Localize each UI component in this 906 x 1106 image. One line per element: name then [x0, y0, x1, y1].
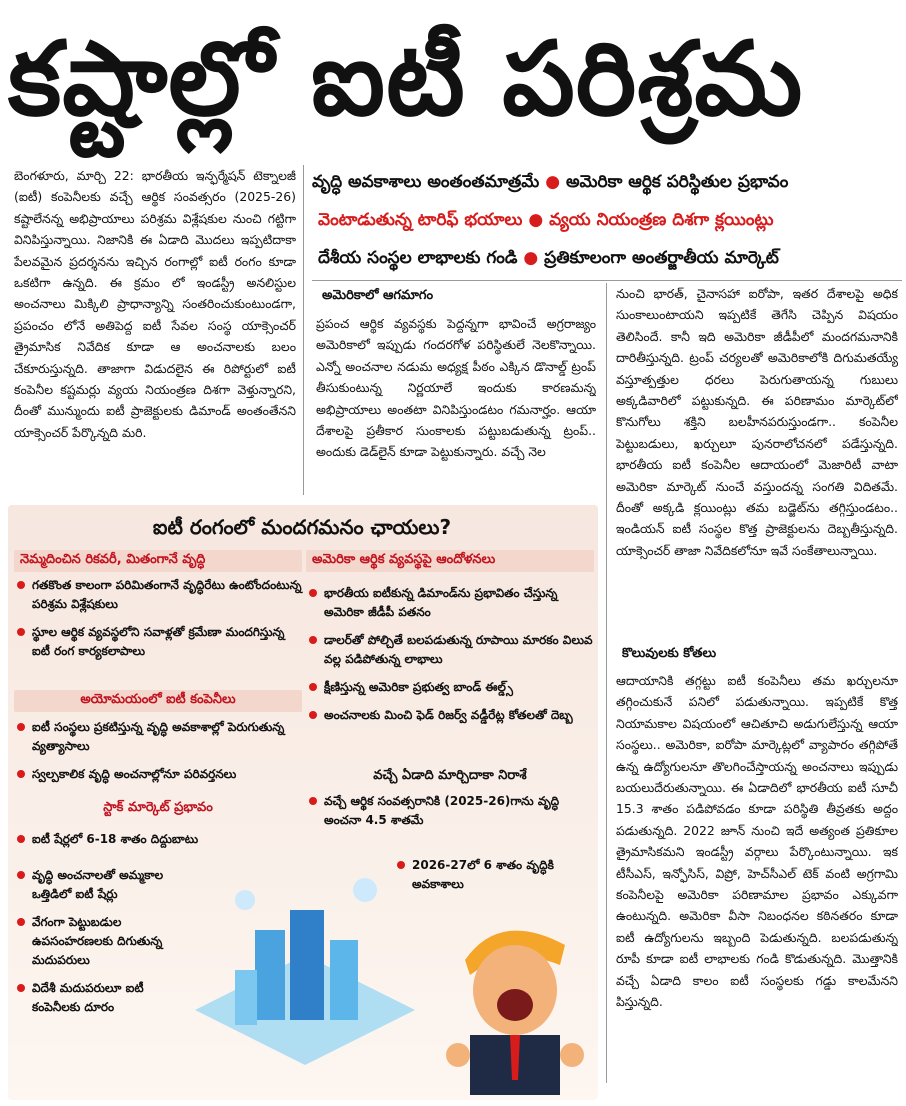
column-divider: [303, 165, 304, 495]
infobox-subhead: నెమ్మదించిన రికవరీ, మితంగానే వృద్ధి: [14, 550, 302, 572]
deck-right: అమెరికా ఆర్థిక పరిస్థితుల ప్రభావం: [565, 172, 789, 192]
subhead-layoffs: కొలువులకు కోతలు: [622, 646, 717, 661]
infobox-subhead: వచ్చే ఏడాది మార్చిదాకా నిరాశే: [373, 768, 527, 783]
headline: కష్టాల్లో ఐటీ పరిశ్రమ: [8, 20, 804, 139]
cartoon-figure-illustration: [440, 905, 590, 1095]
list-item: విదేశీ మదుపరులూ ఐటీ కంపెనీలకు దూరం: [14, 979, 174, 1017]
deck-line-1: [312, 168, 902, 196]
deck-divider: [312, 280, 902, 281]
infobox-list: [14, 576, 304, 670]
list-item: 2026-27లో 6 శాతం వృద్ధికి అవకాశాలు: [394, 856, 594, 894]
list-item: ఐటీ షేర్లలో 6-18 శాతం దిద్దుబాటు: [14, 830, 304, 849]
infobox-list: [14, 718, 304, 793]
list-item: వచ్చే ఆర్థిక సంవత్సరానికి (2025-26)గాను వృద్ధి అంచనా 4.5 శాతమే: [306, 792, 596, 830]
list-item: స్వల్పకాలిక వృద్ధి అంచనాల్లోనూ పరివర్తనలు: [14, 765, 304, 784]
list-item: ఐటీ సంస్థలు ప్రకటిస్తున్న వృద్ధి అవకాశాల్లో పెరుగుతున్న వ్యత్యాసాలు: [14, 718, 304, 756]
list-item: స్థూల ఆర్థిక వ్యవస్థలోని సవాళ్లతో క్రమేణా మందగిస్తున్న ఐటీ రంగ కార్యకలాపాలు: [14, 623, 304, 661]
list-item: వేగంగా పెట్టుబడుల ఉపసంహరణలకు దిగుతున్న మదుపరులు: [14, 913, 174, 970]
infobox-subhead: స్టాక్ మార్కెట్ ప్రభావం: [103, 800, 213, 815]
infobox-subhead: అమెరికా ఆర్థిక వ్యవస్థపై ఆందోళనలు: [306, 550, 594, 572]
continued-paragraph: నుంచి భారత్, చైనాసహా ఐరోపా, ఇతర దేశాలపై అధిక సుంకాలుంటాయని ఇప్పటికే తెగేసి చెప్పిన విషయం తెలిసిందే. కానీ ఇది అమెరికా జీడీపీలో మందగమనానికి దారితీస్తున్నది. ట్రంప్ చర్యలతో అమెరికాలోకి దిగుమతయ్యే వస్తూత్పత్తుల ధరలు పెరుగుతాయన్న గుబులు అక్కడివారిలో పట్టుకున్నది. ఈ పరిణామం మార్కెట్‌లో కొనుగోలు శక్తిని బలహీనపరుస్తుండగా.. కంపెనీల పెట్టుబడులు, ఖర్చులూ పునరాలోచనలో పడేస్తున్నది. భారతీయ ఐటీ కంపెనీల ఆదాయంలో మెజారిటీ వాటా అమెరికా మార్కెట్ నుంచే వస్తుందన్న సంగతి విదితమే. దీంతో అక్కడి క్లయింట్లు తమ బడ్జెట్‌ను తగ్గిస్తుండటం.. ఇండియన్ ఐటీ సంస్థల కొత్త ప్రాజెక్టులను దెబ్బతీస్తున్నది. యాక్సెంచర్ తాజా నివేదికలోనూ ఇవే సంకేతాలున్నాయి.: [616, 286, 898, 558]
list-item: అంచనాలకు మించి ఫెడ్ రిజర్వ్ వడ్డీరేట్ల కోతలతో దెబ్బ: [306, 706, 596, 725]
smart-city-illustration: [175, 860, 425, 1090]
infobox-list: [306, 792, 596, 839]
deck-line-3: [318, 244, 902, 272]
bullet-dot-icon: ●: [523, 248, 539, 268]
deck-left: వృద్ధి అవకాశాలు అంతంతమాత్రమే: [312, 172, 540, 192]
infobox-list: [306, 584, 596, 734]
infobox-subhead: అయోమయంలో ఐటీ కంపెనీలు: [14, 690, 302, 712]
lead-paragraph: బెంగళూరు, మార్చి 22: భారతీయ ఇన్ఫర్మేషన్ టెక్నాలజీ (ఐటీ) కంపెనీలకు వచ్చే ఆర్థిక సంవత్సరం (2025-26) కష్టాలేనన్న అభిప్రాయాలు పరిశ్రమ విశ్లేషకుల నుంచి గట్టిగా వినిపిస్తున్నాయి. నిజానికి ఈ ఏడాది మొదలు ఇప్పటిదాకా పేలవమైన ప్రదర్శనను ఇచ్చిన రంగాల్లో ఐటీ రంగం కూడా ఒకటిగా ఉన్నది. ఈ క్రమం లో ఇండస్ట్రీ అనలిస్టుల అంచనాలు మిక్కిలి ప్రాధాన్యాన్ని సంతరించుకుంటుండగా, ప్రపంచం లోనే అతిపెద్ద ఐటీ సేవల సంస్థ యాక్సెంచర్ త్రైమాసిక నివేదిక కూడా ఆ అంచనాలకు బలం చేకూరుస్తున్నది. తాజాగా విడుదలైన ఈ రిపోర్టులో ఐటీ కంపెనీల కష్టమర్లు వ్యయ నియంత్రణ దిశగా వెళ్తున్నారని, దీంతో మున్ముందు ఐటీ ప్రాజెక్టులకు డిమాండ్ అంతంతేనని యాక్సెంచర్ పేర్కొన్నది మరి.: [14, 168, 296, 440]
list-item: డాలర్‌తో పోల్చితే బలపడుతున్న రూపాయి మారకం విలువ వల్ల పడిపోతున్న లాభాలు: [306, 631, 596, 669]
infobox-title: ఐటీ రంగంలో మందగమనం ఛాయలు?: [152, 515, 452, 539]
column-divider: [606, 283, 607, 1083]
america-paragraph: ప్రపంచ ఆర్థిక వ్యవస్థకు పెద్దన్నగా భావించే అగ్రరాజ్యం అమెరికాలో ఇప్పుడు గందరగోళ పరిస్థితులే నెలకొన్నాయి. ఎన్నో అంచనాల నడుమ అధ్యక్ష పీఠం ఎక్కిన డొనాల్డ్ ట్రంప్ తీసుకుంటున్న నిర్ణయాలే ఇందుకు కారణమన్న అభిప్రాయాలు అంతటా వినిపిస్తుండటం గమనార్హం. ఆయా దేశాలపై ప్రతీకార సుంకాలకు పట్టుబడుతున్న ట్రంప్.. అందుకు డెడ్‌లైన్ కూడా పెట్టుకున్నారు. వచ్చే నెల: [316, 316, 596, 460]
list-item: భారతీయ ఐటీకున్న డిమాండ్‌ను ప్రభావితం చేస్తున్న అమెరికా జీడీపీ పతనం: [306, 584, 596, 622]
layoffs-paragraph: ఆదాయానికి తగ్గట్టు ఐటీ కంపెనీలు తమ ఖర్చులనూ తగ్గించుకునే పనిలో పడుతున్నాయి. ఇప్పటికే కొత్త నియామకాల విషయంలో ఆచితూచి అడుగులేస్తున్న ఆయా సంస్థలు.. అమెరికా, ఐరోపా మార్కెట్లలో వ్యాపారం తగ్గిపోతే ఉన్న ఉద్యోగులనూ తొలగించేస్తాయన్న అంచనాలు ఇప్పుడు బయలుదేరుతున్నాయి. ఈ ఏడాదిలో భారతీయ ఐటీ సూచీ 15.3 శాతం పడిపోవడం కూడా పరిస్థితి తీవ్రతకు అద్దం పడుతున్నది. 2022 జూన్ నుంచి ఇదే అత్యంత ప్రతికూల త్రైమాసికమని ఇండస్ట్రీ వర్గాలు పేర్కొంటున్నాయి. ఇక టీసీఎస్, ఇన్ఫోసిస్, విప్రో, హెచ్‌సీఎల్ టెక్ వంటి అగ్రగామి కంపెనీలపై అమెరికా పరిణామాల ప్రభావం ఎక్కువగా ఉంటున్నది. అమెరికా వీసా నిబంధనల కఠినతరం కూడా ఐటీ ఉద్యోగులను ఇబ్బంది పెడుతున్నది. బలపడుతున్న రూపీ కూడా ఐటీ లాభాలకు గండి కొడుతున్నది. మొత్తానికి వచ్చే ఏడాది కాలం ఐటీ సంస్థలకు గడ్డు కాలమేనని పిస్తున్నది.: [616, 673, 898, 1010]
infobox-list: [14, 830, 304, 858]
deck-line-2: [318, 206, 902, 234]
bullet-dot-icon: ●: [545, 172, 561, 192]
deck-left: దేశీయ సంస్థల లాభాలకు గండి: [318, 248, 518, 268]
infobox-list: [14, 866, 174, 1026]
bullet-dot-icon: ●: [528, 210, 544, 230]
deck-right: వ్యయ నియంత్రణ దిశగా క్లయింట్లు: [549, 210, 774, 230]
list-item: గతకొంత కాలంగా పరిమితంగానే వృద్ధిరేటు ఉంటోందంటున్న పరిశ్రమ విశ్లేషకులు: [14, 576, 304, 614]
deck-right: ప్రతికూలంగా అంతర్జాతీయ మార్కెట్: [544, 248, 779, 268]
subhead-america: అమెరికాలో ఆగమాగం: [322, 288, 434, 303]
deck-left: వెంటాడుతున్న టారిఫ్ భయాలు: [318, 210, 523, 230]
list-item: క్షీణిస్తున్న అమెరికా ప్రభుత్వ బాండ్ ఈల్డ్స్: [306, 678, 596, 697]
list-item: వృద్ధి అంచనాలతో అమ్మకాల ఒత్తిడిలో ఐటీ షేర్లు: [14, 866, 174, 904]
